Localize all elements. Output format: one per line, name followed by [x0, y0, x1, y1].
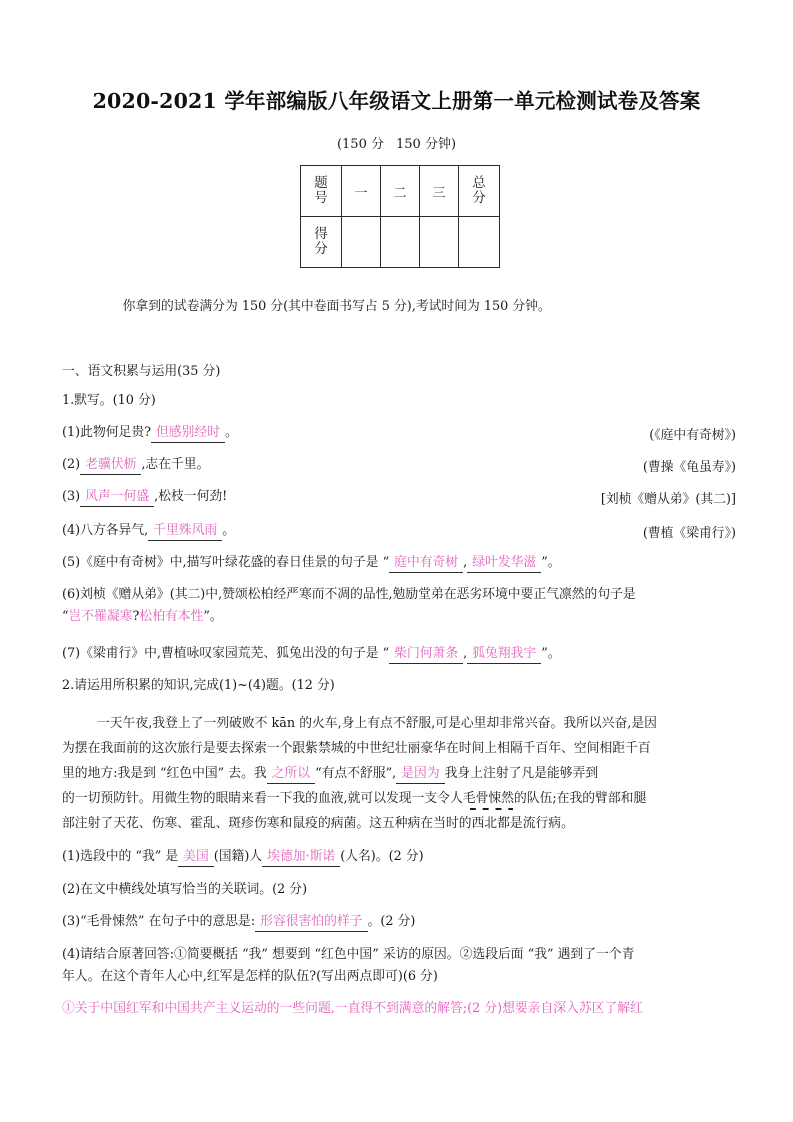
q2-sub-4-line-2: 年人。在这个青年人心中,红军是怎样的队伍?(写出两点即可)(6 分)	[62, 969, 438, 984]
q1-item-3-citation: [刘桢《赠从弟》(其二)]	[600, 492, 736, 507]
q2-passage-l3-a: 里的地方:我是到 “红色中国” 去。我	[62, 766, 267, 781]
q1-item-7-answer-a[interactable]: 柴门何萧条	[389, 646, 463, 664]
page-title: 2020-2021 学年部编版八年级语文上册第一单元检测试卷及答案	[92, 89, 701, 113]
q2-passage-line-5: 部注射了天花、伤寒、霍乱、斑疹伤寒和鼠疫的病菌。这五种病在当时的西北都是流行病。	[62, 816, 574, 831]
exam-instruction: 你拿到的试卷满分为 150 分(其中卷面书写占 5 分),考试时间为 150 分钟。	[122, 299, 551, 314]
q2-sub-1-mid: (国籍)人	[213, 849, 263, 864]
q2-sub-1-number: (1)	[62, 849, 81, 864]
q1-item-1-after: 。	[224, 425, 238, 440]
vertical-text-题号: 题 号	[314, 174, 328, 206]
q1-item-2	[62, 456, 209, 475]
score-cell-2[interactable]	[381, 217, 420, 268]
q1-item-4-citation: (曹植《梁甫行》)	[642, 526, 736, 541]
q2-passage-l3-b: “有点不舒服”,	[315, 766, 397, 781]
q2-blank-2[interactable]: 是因为	[396, 766, 444, 784]
question-1-stem: 1.默写。(10 分)	[62, 393, 156, 408]
q2-sub-1-answer-a[interactable]: 美国	[178, 849, 214, 867]
score-cell-total[interactable]	[459, 217, 500, 268]
score-cell-3[interactable]	[420, 217, 459, 268]
score-table-col-total	[459, 166, 500, 217]
score-cell-1[interactable]	[342, 217, 381, 268]
q1-item-6-number: (6)	[62, 587, 81, 602]
q1-item-6-answer-b[interactable]: 松柏有本性	[139, 609, 204, 624]
q1-item-1-answer[interactable]: 但感别经时	[151, 425, 225, 443]
q1-item-6-mid: ?	[132, 609, 140, 624]
q1-item-5-after: ”。	[541, 555, 561, 570]
score-table-row-label-1	[301, 166, 342, 217]
q1-item-6-quote-open: “	[62, 609, 69, 624]
q2-passage-l4-a: 的一切预防针。用微生物的眼睛来看一下我的血液,就可以发现一支令人	[62, 791, 463, 806]
q1-item-1-citation: (《庭中有奇树》)	[649, 428, 736, 443]
q1-item-4-answer[interactable]: 千里殊风雨	[148, 523, 222, 541]
section-heading-1: 一、语文积累与运用(35 分)	[62, 364, 221, 379]
q2-passage-l4-b: 的队伍;在我的臂部和腿	[513, 791, 647, 806]
q2-sub-2: (2)在文中横线处填写恰当的关联词。(2 分)	[62, 882, 308, 897]
q1-item-7-before: 《梁甫行》中,曹植咏叹家园荒芜、狐兔出没的句子是 “	[80, 646, 390, 661]
q2-sub-1-before: 选段中的 “我” 是	[80, 849, 179, 864]
q2-sub-4-line-1: (4)请结合原著回答:①简要概括 “我” 想要到 “红色中国” 采访的原因。②选段后面 “我” 遇到了一个青	[62, 947, 635, 962]
q2-passage-l3-c: 我身上注射了凡是能够弄到	[444, 766, 599, 781]
q2-sub-3	[62, 913, 415, 932]
q1-item-7-number: (7)	[62, 646, 81, 661]
q1-item-3-after: ,松枝一何劲!	[154, 489, 228, 504]
q1-item-5-answer-a[interactable]: 庭中有奇树	[389, 555, 463, 573]
q1-item-6-line1	[62, 586, 636, 605]
score-table	[300, 165, 500, 268]
vertical-text-总分: 总 分	[472, 174, 486, 206]
q1-item-5-mid: ,	[463, 555, 468, 570]
score-table-row-label-2	[301, 217, 342, 268]
vertical-text-得分: 得 分	[314, 225, 328, 257]
q1-item-1-number: (1)	[62, 425, 81, 440]
q1-item-2-after: ,志在千里。	[141, 457, 210, 472]
subtitle-score: (150 分	[336, 137, 384, 152]
q1-item-6-text: 刘桢《赠从弟》(其二)中,赞颂松柏经严寒而不凋的品性,勉励堂弟在恶劣环境中要正气凛然的句子是	[80, 587, 636, 602]
q2-sub-3-answer[interactable]: 形容很害怕的样子	[255, 914, 367, 932]
q2-passage-line-3	[62, 765, 598, 784]
table-row-question-numbers	[301, 166, 500, 217]
score-table-col-3: 三	[420, 166, 459, 217]
score-table-col-2: 二	[381, 166, 420, 217]
q2-sub-1-answer-b[interactable]: 埃德加·斯诺	[262, 849, 340, 867]
score-table-col-1: 一	[342, 166, 381, 217]
q1-item-5	[62, 554, 561, 573]
question-2-stem: 2.请运用所积累的知识,完成(1)~(4)题。(12 分)	[62, 678, 335, 693]
q1-item-5-answer-b[interactable]: 绿叶发华滋	[467, 555, 541, 573]
emphasis-dotted-text: 毛骨悚然	[462, 791, 514, 806]
q1-item-5-before: 《庭中有奇树》中,描写叶绿花盛的春日佳景的句子是 “	[80, 555, 390, 570]
subtitle-time: 150 分钟)	[396, 137, 457, 152]
q2-sub-3-after: 。(2 分)	[367, 914, 416, 929]
q1-item-7	[62, 645, 561, 664]
q1-item-4-after: 。	[222, 523, 235, 538]
q2-sub-1-after: (人名)。(2 分)	[340, 849, 424, 864]
q1-item-2-citation: (曹操《龟虽寿》)	[642, 460, 736, 475]
q1-item-7-mid: ,	[463, 646, 468, 661]
q1-item-6-line2	[62, 608, 223, 627]
q2-passage-line-1: 一天午夜,我登上了一列破败不 kān 的火车,身上有点不舒服,可是心里却非常兴奋。我所以兴奋,是因	[97, 716, 657, 731]
q1-item-1-before: 此物何足贵?	[80, 425, 151, 440]
q1-item-2-number: (2)	[62, 457, 81, 472]
q2-sub-3-number: (3)	[62, 914, 81, 929]
q1-item-4-number: (4)	[62, 523, 81, 538]
q1-item-3	[62, 488, 227, 507]
q1-item-3-number: (3)	[62, 489, 81, 504]
q1-item-4	[62, 522, 235, 541]
q1-item-4-before: 八方各异气,	[80, 523, 149, 538]
table-row-scores	[301, 217, 500, 268]
q2-passage-line-4	[62, 790, 646, 809]
q2-sub-4-answer[interactable]: ①关于中国红军和中国共产主义运动的一些问题,一直得不到满意的解答;(2 分)想要亲自深入苏区了解红	[62, 1001, 643, 1016]
q1-item-3-answer[interactable]: 风声一何盛	[80, 489, 154, 507]
q1-item-7-answer-b[interactable]: 狐兔翔我宇	[467, 646, 541, 664]
q2-sub-3-before: “毛骨悚然” 在句子中的意思是:	[80, 914, 256, 929]
q1-item-6-after: ”。	[203, 609, 223, 624]
exam-subtitle	[0, 133, 793, 152]
q2-sub-1	[62, 848, 424, 867]
q2-blank-1[interactable]: 之所以	[267, 766, 315, 784]
q1-item-5-number: (5)	[62, 555, 81, 570]
q1-item-2-answer[interactable]: 老骥伏枥	[80, 457, 141, 475]
q1-item-1	[62, 424, 238, 443]
q1-item-6-answer-a[interactable]: 岂不罹凝寒	[68, 609, 133, 624]
q2-passage-line-2: 为摆在我面前的这次旅行是要去探索一个跟紫禁城的中世纪壮丽豪华在时间上相隔千百年、空间相距千百	[62, 741, 651, 756]
q1-item-7-after: ”。	[541, 646, 561, 661]
